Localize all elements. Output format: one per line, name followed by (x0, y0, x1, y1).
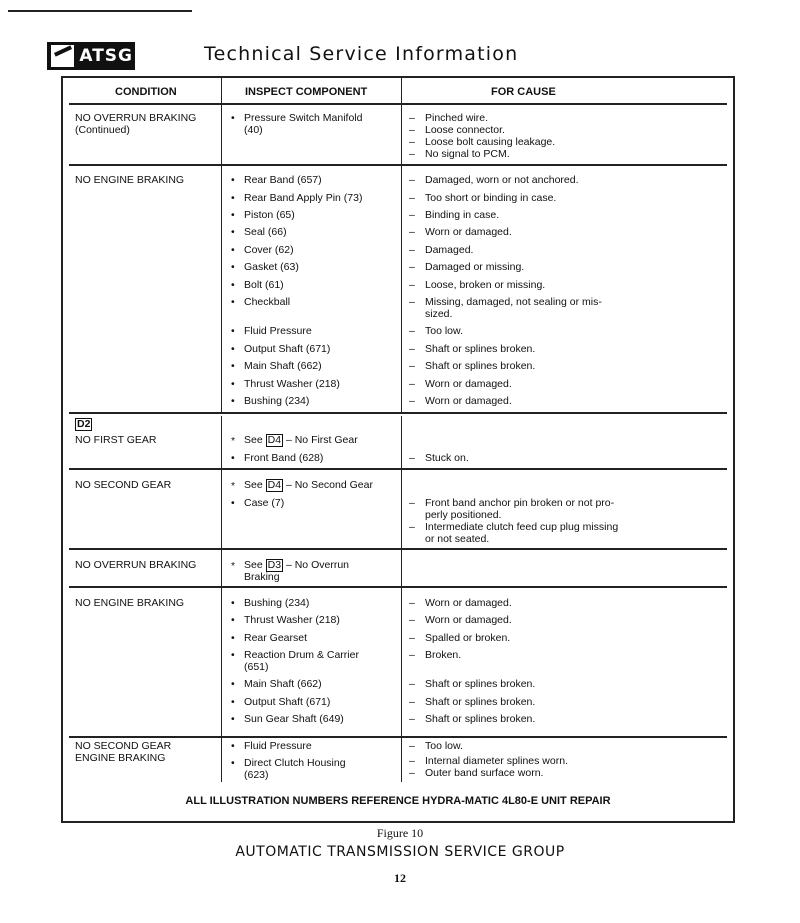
bullet: • (231, 261, 235, 273)
dash: – (409, 174, 415, 186)
component-text: Fluid Pressure (244, 740, 312, 752)
dash: – (409, 226, 415, 238)
asterisk-bullet: * (231, 435, 236, 447)
diagnosis-table (61, 76, 735, 823)
dash: – (409, 597, 415, 609)
dash: – (409, 261, 415, 273)
dash: – (409, 148, 415, 160)
bullet: • (231, 757, 235, 769)
dash: – (409, 767, 415, 779)
component-text: Front Band (628) (244, 452, 324, 464)
see-text: – No First Gear (285, 434, 358, 446)
cause-text: Shaft or splines broken. (425, 360, 536, 372)
bullet: • (231, 678, 235, 690)
dash: – (409, 452, 415, 464)
cause-text: Broken. (425, 649, 462, 661)
range-d2-label: D2 (77, 418, 91, 430)
check-logo-icon (51, 45, 74, 67)
component-text: Direct Clutch Housing (244, 757, 346, 769)
dash: – (409, 124, 415, 136)
condition-text: NO SECOND GEAR (75, 740, 172, 752)
component-text: Piston (65) (244, 209, 295, 221)
dash: – (409, 112, 415, 124)
component-text: Pressure Switch Manifold (244, 112, 363, 124)
header-inspect-component: INSPECT COMPONENT (245, 86, 368, 98)
bullet: • (231, 614, 235, 626)
asterisk-bullet: * (231, 480, 236, 492)
cause-text: Worn or damaged. (425, 378, 512, 390)
column-divider (401, 416, 402, 782)
component-text: Thrust Washer (218) (244, 614, 340, 626)
cause-text: Spalled or broken. (425, 632, 511, 644)
cause-text: Shaft or splines broken. (425, 343, 536, 355)
bullet: • (231, 244, 235, 256)
condition-text: (Continued) (75, 124, 130, 136)
condition-text: NO ENGINE BRAKING (75, 597, 185, 609)
bullet: • (231, 296, 235, 308)
bullet: • (231, 226, 235, 238)
see-ref-box: D4 (267, 479, 282, 491)
see-prefix: See (244, 559, 263, 571)
cause-text: Worn or damaged. (425, 614, 512, 626)
cause-text: Intermediate clutch feed cup plug missing (425, 521, 619, 533)
cause-text: Shaft or splines broken. (425, 713, 536, 725)
dash: – (409, 343, 415, 355)
dash: – (409, 279, 415, 291)
component-text: Thrust Washer (218) (244, 378, 340, 390)
figure-caption: Figure 10 (376, 826, 424, 840)
bullet: • (231, 174, 235, 186)
see-text: – No Overrun (285, 559, 349, 571)
cause-text: perly positioned. (425, 509, 502, 521)
dash: – (409, 740, 415, 752)
condition-text: NO FIRST GEAR (75, 434, 157, 446)
cause-text: Shaft or splines broken. (425, 678, 536, 690)
cause-text: Pinched wire. (425, 112, 489, 124)
dash: – (409, 713, 415, 725)
see-ref-box: D4 (267, 434, 282, 446)
dash: – (409, 192, 415, 204)
header-condition: CONDITION (115, 86, 177, 98)
condition-text: NO OVERRUN BRAKING (75, 112, 197, 124)
dash: – (409, 614, 415, 626)
illustration-footnote: ALL ILLUSTRATION NUMBERS REFERENCE HYDRA-MATIC 4L80-E UNIT REPAIR (185, 795, 611, 807)
row-separator (69, 412, 727, 414)
bullet: • (231, 497, 235, 509)
bullet: • (231, 597, 235, 609)
cause-text: Outer band surface worn. (425, 767, 544, 779)
component-text: Main Shaft (662) (244, 678, 322, 690)
row-separator (69, 548, 727, 550)
cause-text: Internal diameter splines worn. (425, 755, 568, 767)
row-separator (69, 103, 727, 105)
condition-text: NO SECOND GEAR (75, 479, 172, 491)
row-separator (69, 468, 727, 470)
bullet: • (231, 696, 235, 708)
see-prefix: See (244, 434, 263, 446)
cause-text: Binding in case. (425, 209, 500, 221)
bullet: • (231, 395, 235, 407)
cause-text: Loose, broken or missing. (425, 279, 546, 291)
component-text: Gasket (63) (244, 261, 299, 273)
cause-text: Stuck on. (425, 452, 469, 464)
component-text: Seal (66) (244, 226, 287, 238)
dash: – (409, 649, 415, 661)
column-divider (221, 78, 222, 414)
dash: – (409, 497, 415, 509)
bullet: • (231, 632, 235, 644)
component-text: Rear Band Apply Pin (73) (244, 192, 363, 204)
page-title: Technical Service Information (204, 43, 519, 65)
cause-text: Worn or damaged. (425, 226, 512, 238)
bullet: • (231, 325, 235, 337)
cause-text: Front band anchor pin broken or not pro- (425, 497, 615, 509)
cause-text: Damaged or missing. (425, 261, 525, 273)
row-separator (69, 586, 727, 588)
component-text: Bolt (61) (244, 279, 284, 291)
dash: – (409, 632, 415, 644)
component-text: Output Shaft (671) (244, 696, 331, 708)
component-text: (623) (244, 769, 269, 781)
dash: – (409, 395, 415, 407)
bullet: • (231, 740, 235, 752)
see-text-continued: Braking (244, 571, 280, 583)
cause-text: Damaged, worn or not anchored. (425, 174, 579, 186)
row-separator (69, 164, 727, 166)
column-divider (221, 416, 222, 782)
cause-text: Too low. (425, 325, 463, 337)
dash: – (409, 696, 415, 708)
see-reference (244, 434, 358, 447)
dash: – (409, 244, 415, 256)
bullet: • (231, 452, 235, 464)
component-text: Output Shaft (671) (244, 343, 331, 355)
dash: – (409, 378, 415, 390)
component-text: Main Shaft (662) (244, 360, 322, 372)
component-text: Fluid Pressure (244, 325, 312, 337)
bullet: • (231, 279, 235, 291)
bullet: • (231, 649, 235, 661)
cause-text: or not seated. (425, 533, 490, 545)
dash: – (409, 755, 415, 767)
condition-text: NO OVERRUN BRAKING (75, 559, 197, 571)
cause-text: Loose connector. (425, 124, 505, 136)
see-text: – No Second Gear (285, 479, 373, 491)
component-text: Bushing (234) (244, 597, 310, 609)
cause-text: Too short or binding in case. (425, 192, 557, 204)
cause-text: Loose bolt causing leakage. (425, 136, 556, 148)
dash: – (409, 209, 415, 221)
cause-text: sized. (425, 308, 453, 320)
page-number: 12 (394, 871, 406, 885)
dash: – (409, 360, 415, 372)
component-text: Rear Gearset (244, 632, 308, 644)
organization-name: AUTOMATIC TRANSMISSION SERVICE GROUP (235, 844, 565, 860)
component-text: Checkball (244, 296, 291, 308)
column-divider (401, 78, 402, 414)
dash: – (409, 678, 415, 690)
bullet: • (231, 209, 235, 221)
see-reference (244, 479, 373, 492)
see-ref-box: D3 (267, 559, 282, 571)
header-for-cause: FOR CAUSE (491, 86, 556, 98)
bullet: • (231, 378, 235, 390)
row-separator (69, 736, 727, 738)
atsg-logo (47, 42, 135, 70)
component-text: Cover (62) (244, 244, 294, 256)
bullet: • (231, 713, 235, 725)
bullet: • (231, 360, 235, 372)
dash: – (409, 325, 415, 337)
dash: – (409, 521, 415, 533)
component-text: Case (7) (244, 497, 285, 509)
dash: – (409, 136, 415, 148)
component-text: (40) (244, 124, 263, 136)
cause-text: Worn or damaged. (425, 597, 512, 609)
bullet: • (231, 343, 235, 355)
component-text: Bushing (234) (244, 395, 310, 407)
cause-text: Worn or damaged. (425, 395, 512, 407)
top-rule (8, 10, 192, 12)
condition-text: NO ENGINE BRAKING (75, 174, 185, 186)
cause-text: Missing, damaged, not sealing or mis- (425, 296, 602, 308)
logo-text: ATSG (79, 46, 133, 66)
cause-text: Too low. (425, 740, 463, 752)
condition-text: ENGINE BRAKING (75, 752, 166, 764)
cause-text: No signal to PCM. (425, 148, 510, 160)
see-prefix: See (244, 479, 263, 491)
cause-text: Shaft or splines broken. (425, 696, 536, 708)
range-badge (75, 418, 92, 431)
component-text: Rear Band (657) (244, 174, 322, 186)
bullet: • (231, 192, 235, 204)
bullet: • (231, 112, 235, 124)
asterisk-bullet: * (231, 560, 236, 572)
component-text: (651) (244, 661, 269, 673)
dash: – (409, 296, 415, 308)
component-text: Reaction Drum & Carrier (244, 649, 359, 661)
component-text: Sun Gear Shaft (649) (244, 713, 344, 725)
cause-text: Damaged. (425, 244, 474, 256)
